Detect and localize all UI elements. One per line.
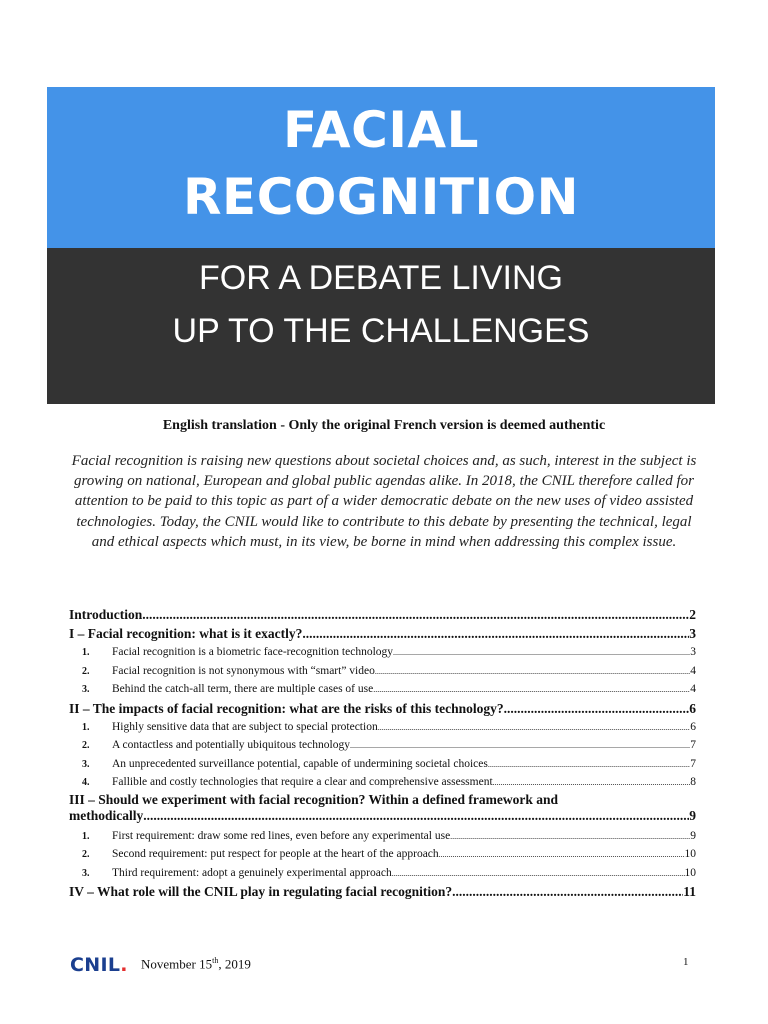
cnil-logo (70, 954, 128, 976)
toc-page: 7 (690, 739, 696, 751)
toc-number: 2. (82, 740, 90, 751)
toc-leader (504, 699, 690, 718)
toc-subentry[interactable] (69, 827, 696, 846)
toc-label: An unprecedented surveillance potential, capable of undermining societal choices (112, 757, 488, 770)
toc-number: 1. (82, 647, 90, 658)
toc-leader (302, 624, 689, 643)
toc-leader (493, 773, 691, 792)
toc-entry-section-1[interactable] (69, 624, 696, 643)
toc-page: 11 (683, 884, 696, 899)
subtitle-banner (47, 248, 715, 404)
toc-subentry[interactable] (69, 845, 696, 864)
toc-entry-section-3[interactable] (69, 792, 696, 827)
page-number: 1 (683, 956, 689, 968)
toc-label: Fallible and costly technologies that require a clear and comprehensive assessment (112, 776, 493, 788)
toc-label: III – Should we experiment with facial recognition? Within a defined framework and (69, 791, 559, 807)
toc-page: 8 (690, 776, 696, 788)
toc-leader (488, 755, 690, 774)
toc-subentry[interactable] (69, 643, 696, 662)
toc-leader (375, 662, 690, 681)
toc-page: 6 (690, 720, 696, 733)
toc-subentry[interactable] (69, 773, 696, 792)
toc-leader (450, 827, 690, 846)
title-banner (47, 87, 715, 248)
toc-label: I – Facial recognition: what is it exactly? (69, 626, 303, 641)
toc-label: Facial recognition is a biometric face-recognition technology (112, 646, 394, 658)
toc-leader (143, 808, 689, 824)
toc-subentry[interactable] (69, 864, 696, 883)
toc-number: 2. (82, 665, 90, 677)
toc-subentry[interactable] (69, 662, 696, 681)
toc-page: 10 (684, 848, 696, 860)
toc-label: First requirement: draw some red lines, even before any experimental use (112, 829, 451, 842)
subtitle-line-2: UP TO THE CHALLENGES (172, 312, 590, 350)
toc-label: Third requirement: adopt a genuinely experimental approach (112, 866, 392, 879)
title-line-2: RECOGNITION (183, 168, 579, 226)
toc-page: 10 (684, 866, 696, 879)
subtitle-line-1: FOR A DEBATE LIVING (198, 259, 564, 297)
toc-page: 3 (689, 626, 696, 641)
toc-leader (439, 845, 685, 864)
date-superscript: th (212, 956, 219, 965)
toc-page: 4 (690, 683, 696, 695)
toc-subentry[interactable] (69, 680, 696, 699)
toc-page: 7 (690, 757, 696, 770)
toc-label: IV – What role will the CNIL play in regulating facial recognition? (69, 884, 453, 899)
toc-page: 9 (689, 807, 696, 823)
toc-leader (350, 736, 690, 755)
date-suffix: , 2019 (218, 956, 251, 972)
toc-label: Behind the catch-all term, there are multiple cases of use (112, 683, 374, 695)
toc-leader (373, 680, 690, 699)
toc-label: Second requirement: put respect for people at the heart of the approach (112, 848, 439, 860)
toc-subentry[interactable] (69, 736, 696, 755)
toc-entry-section-4[interactable] (69, 882, 696, 901)
logo-dot: . (120, 954, 128, 976)
toc-entry-introduction[interactable] (69, 605, 696, 624)
toc-number: 3. (82, 758, 90, 770)
toc-number: 1. (82, 830, 90, 842)
translation-note: English translation - Only the original French version is deemed authentic (162, 418, 606, 433)
toc-label: A contactless and potentially ubiquitous technology (112, 739, 350, 751)
toc-page: 6 (689, 700, 696, 716)
toc-subentry[interactable] (69, 718, 696, 737)
toc-leader (452, 882, 683, 901)
toc-label: Introduction (69, 607, 143, 622)
table-of-contents (69, 605, 696, 901)
toc-number: 3. (82, 684, 90, 695)
toc-label: Facial recognition is not synonymous with “smart” video (112, 664, 375, 677)
toc-leader (142, 605, 689, 624)
toc-number: 2. (82, 849, 90, 860)
toc-page: 9 (690, 829, 696, 842)
toc-number: 4. (82, 777, 90, 788)
toc-label: II – The impacts of facial recognition: what are the risks of this technology? (69, 700, 504, 716)
title-line-1: FACIAL (283, 101, 479, 159)
toc-label: Highly sensitive data that are subject to special protection (112, 720, 378, 733)
toc-page: 4 (690, 664, 696, 677)
date-prefix: November 15 (141, 956, 213, 972)
toc-leader (393, 643, 690, 662)
intro-paragraph: Facial recognition is raising new questions about societal choices and, as such, interest in the subject is growing on national, European and global public agendas alike. In 2018, the CNIL therefore called for attention to be paid to this topic as part of a wider democratic debate on the new uses of video assisted technologies. Today, the CNIL would like to contribute to this debate by presenting the technical, legal and ethical aspects which must, in its view, be borne in mind when addressing this complex issue. (71, 453, 697, 550)
toc-number: 3. (82, 867, 90, 879)
toc-label-continued: methodically (69, 807, 144, 823)
toc-subentry[interactable] (69, 755, 696, 774)
footer-date (141, 956, 251, 972)
toc-number: 1. (82, 721, 90, 733)
toc-leader (392, 864, 685, 883)
toc-page: 3 (690, 646, 696, 658)
toc-entry-section-2[interactable] (69, 699, 696, 718)
logo-text: CNIL (70, 954, 121, 976)
toc-leader (378, 718, 691, 737)
toc-page: 2 (689, 607, 696, 622)
